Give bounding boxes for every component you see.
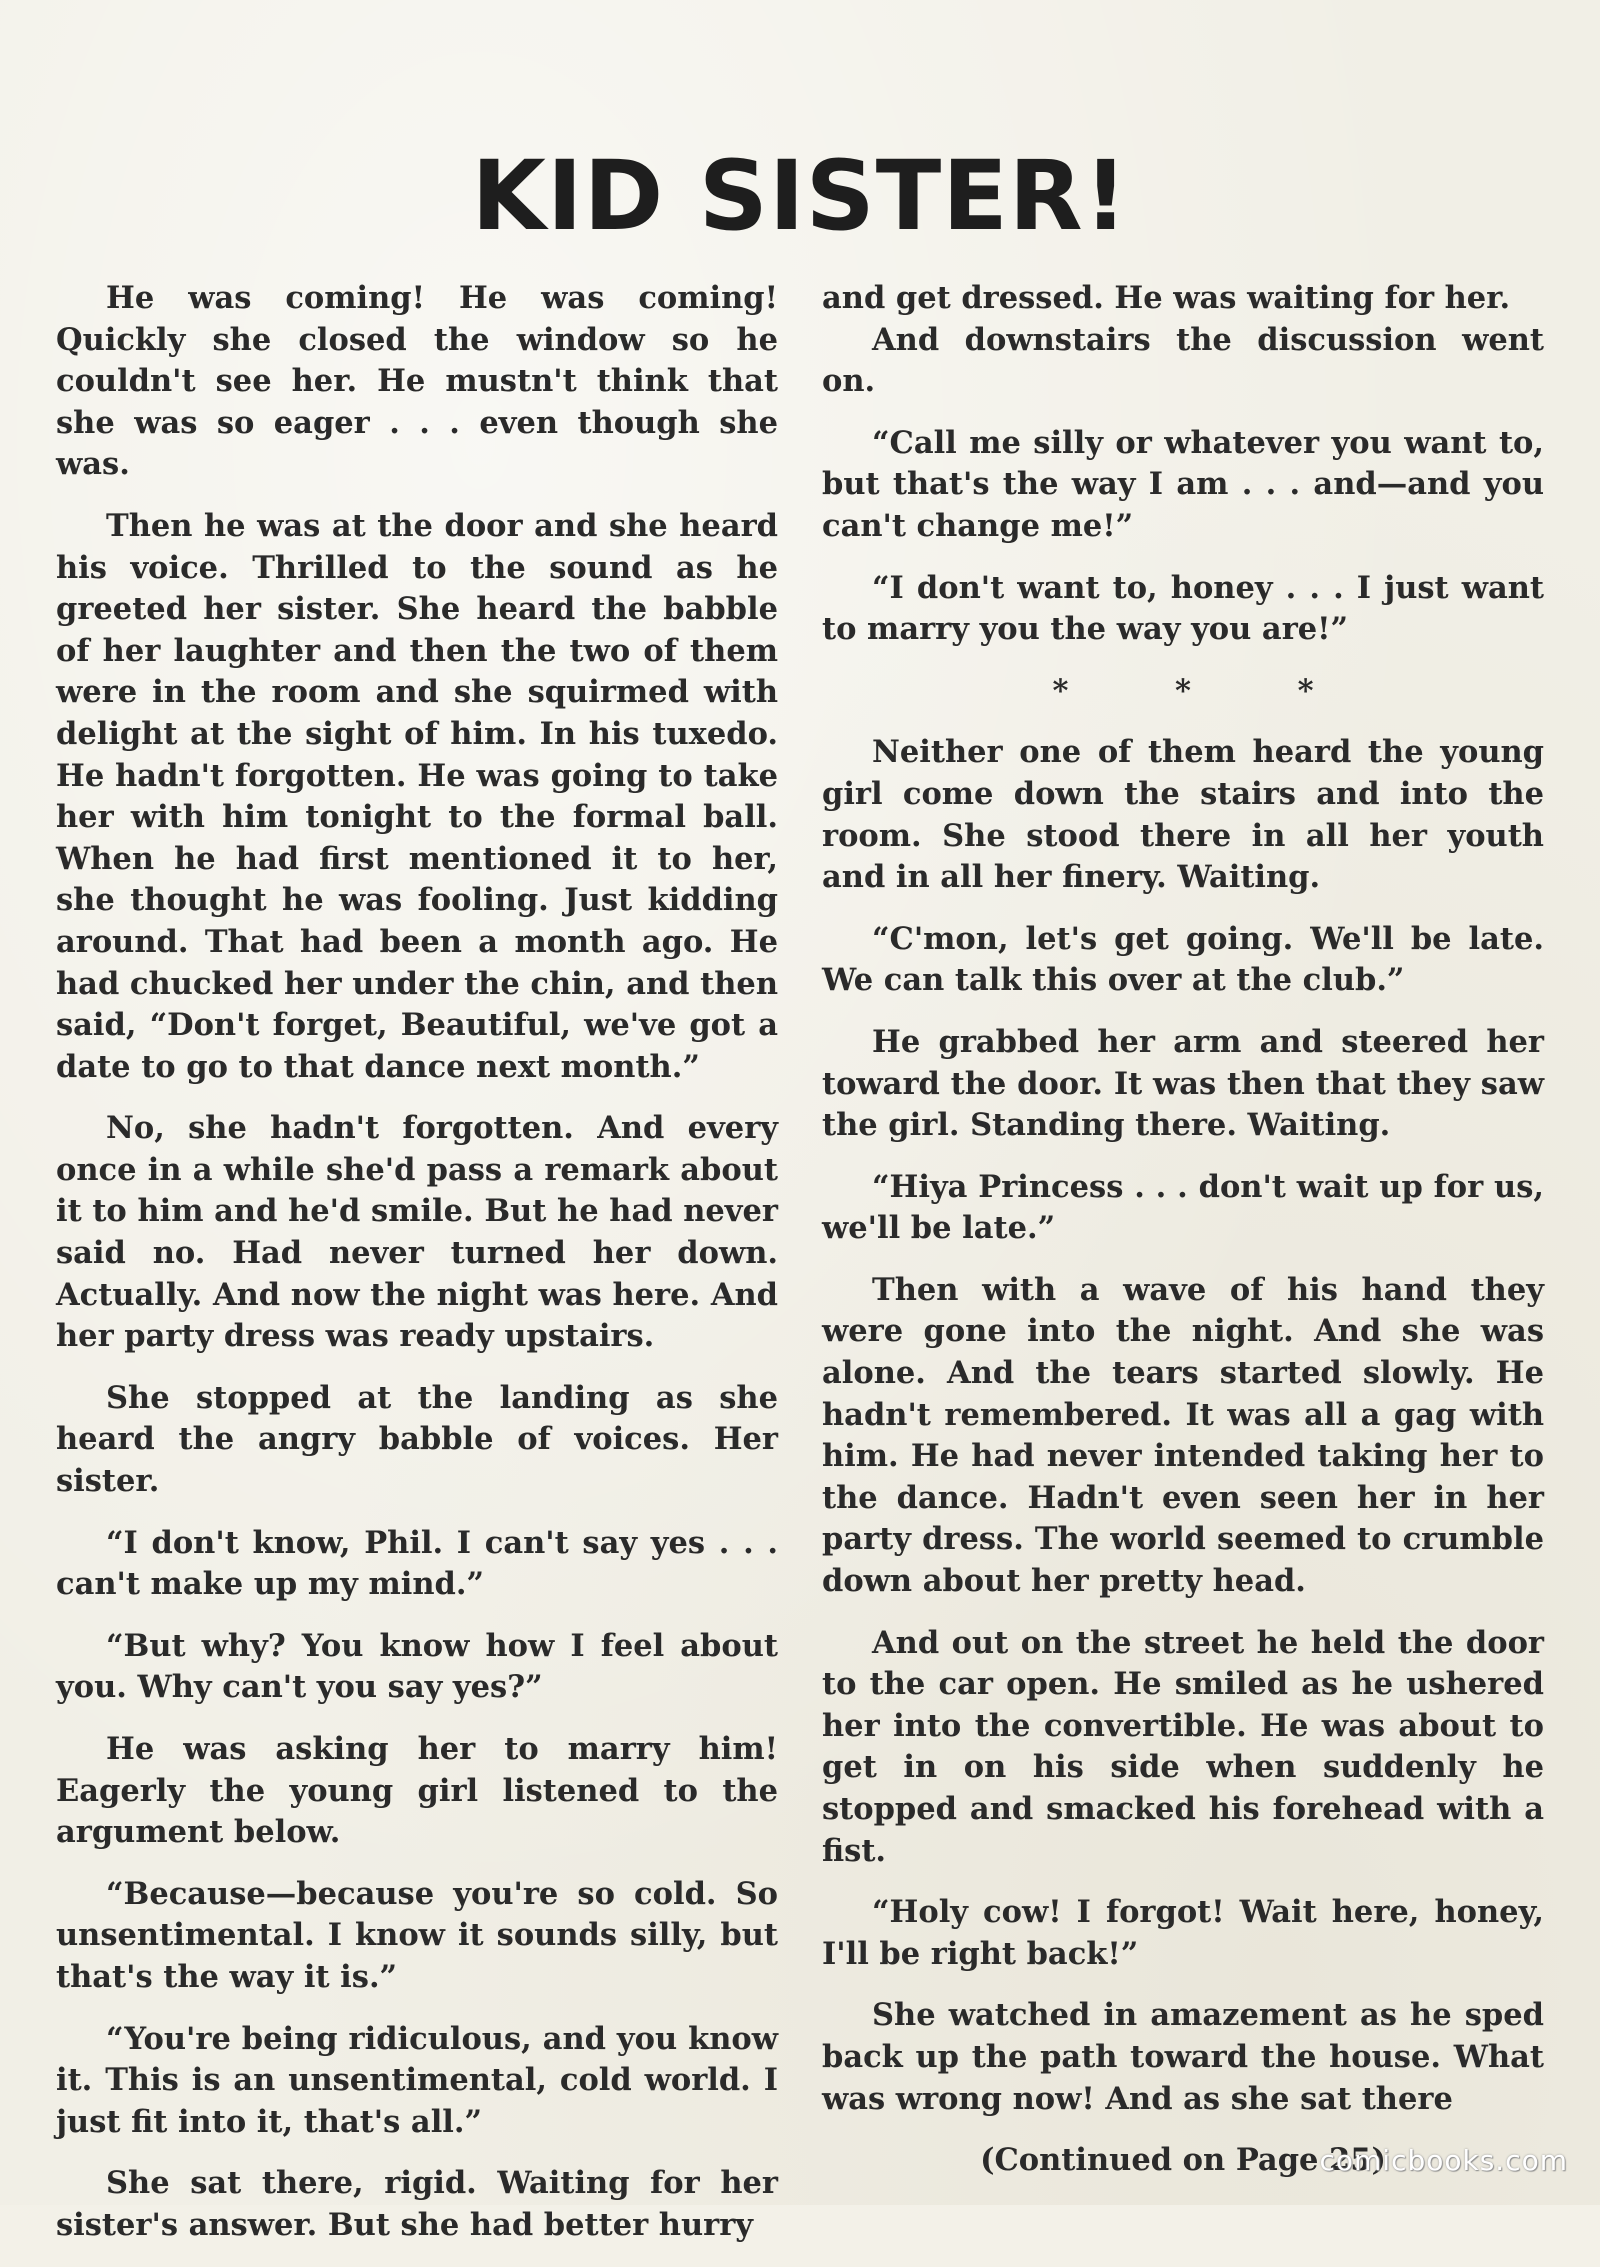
paragraph: “I don't want to, honey . . . I just want to marry you the way you are!”	[822, 569, 1544, 648]
paragraph: She sat there, rigid. Waiting for her sister's answer. But she had better hurry	[56, 2165, 778, 2243]
continued-notice: (Continued on Page 25)	[980, 2142, 1386, 2179]
paragraph: Neither one of them heard the young girl come down the stairs and into the room. She stood there in all her youth and in all her finery. Waiting.	[822, 734, 1544, 896]
paragraph: “You're being ridiculous, and you know it. This is an unsentimental, cold world. I just fit into it, that's all.”	[56, 2020, 778, 2140]
paragraph: “Call me silly or whatever you want to, but that's the way I am . . . and—and you can't change me!”	[822, 424, 1544, 544]
paragraph: “I don't know, Phil. I can't say yes . . . can't make up my mind.”	[56, 1524, 778, 1603]
paragraph: “C'mon, let's get going. We'll be late. We can talk this over at the club.”	[822, 920, 1544, 999]
paragraph: Then he was at the door and she heard his voice. Thrilled to the sound as he greeted her sister. She heard the babble of her laughter and then the two of them were in the room and she squirmed with delight at the sight of him. In his tuxedo. He hadn't forgotten. He was going to take her with him tonight to the formal ball. When he had first mentioned it to her, she thought he was fooling. Just kidding around. That had been a month ago. He had chucked her under the chin, and then said, “Don't forget, Beautiful, we've got a date to go to that dance next month.”	[56, 507, 778, 1085]
section-separator: * * *	[1052, 672, 1362, 709]
right-column	[822, 278, 1544, 2202]
paragraph: Then with a wave of his hand they were gone into the night. And she was alone. And the tears started slowly. He hadn't remembered. It was all a gag with him. He had never intended taking her to the dance. Hadn't even seen her in her party dress. The world seemed to crumble down about her pretty head.	[822, 1271, 1544, 1600]
paragraph: “Hiya Princess . . . don't wait up for us, we'll be late.”	[822, 1168, 1544, 1247]
story-title: KID SISTER!	[471, 140, 1129, 252]
paragraph: “Because—because you're so cold. So unsentimental. I know it sounds silly, but that's the way it is.”	[56, 1875, 778, 1995]
paragraph: “Holy cow! I forgot! Wait here, honey, I'll be right back!”	[822, 1894, 1544, 1972]
paragraph-continuation: and get dressed. He was waiting for her.	[822, 280, 1511, 316]
paragraph: She stopped at the landing as she heard the angry babble of voices. Her sister.	[56, 1379, 778, 1500]
paragraph: He was asking her to marry him! Eagerly the young girl listened to the argument below.	[56, 1731, 778, 1851]
paragraph: And downstairs the discussion went on.	[822, 321, 1544, 400]
site-watermark: comicbooks.com	[1319, 2144, 1568, 2177]
paragraph: He grabbed her arm and steered her toward the door. It was then that they saw the girl. Standing there. Waiting.	[822, 1023, 1544, 1144]
paragraph: And out on the street he held the door to the car open. He smiled as he ushered her into the convertible. He was about to get in on his side when suddenly he stopped and smacked his forehead with a fist.	[822, 1624, 1544, 1869]
left-column	[56, 278, 778, 2267]
paragraph: She watched in amazement as he sped back up the path toward the house. What was wrong now! And as she sat there	[822, 1997, 1544, 2117]
paragraph: “But why? You know how I feel about you. Why can't you say yes?”	[56, 1627, 778, 1706]
paragraph: No, she hadn't forgotten. And every once in a while she'd pass a remark about it to him and he'd smile. But he had never said no. Had never turned her down. Actually. And now the night was here. And her party dress was ready upstairs.	[56, 1110, 778, 1355]
paragraph: He was coming! He was coming! Quickly she closed the window so he couldn't see her. He mustn't think that she was so eager . . . even though she was.	[56, 280, 778, 483]
